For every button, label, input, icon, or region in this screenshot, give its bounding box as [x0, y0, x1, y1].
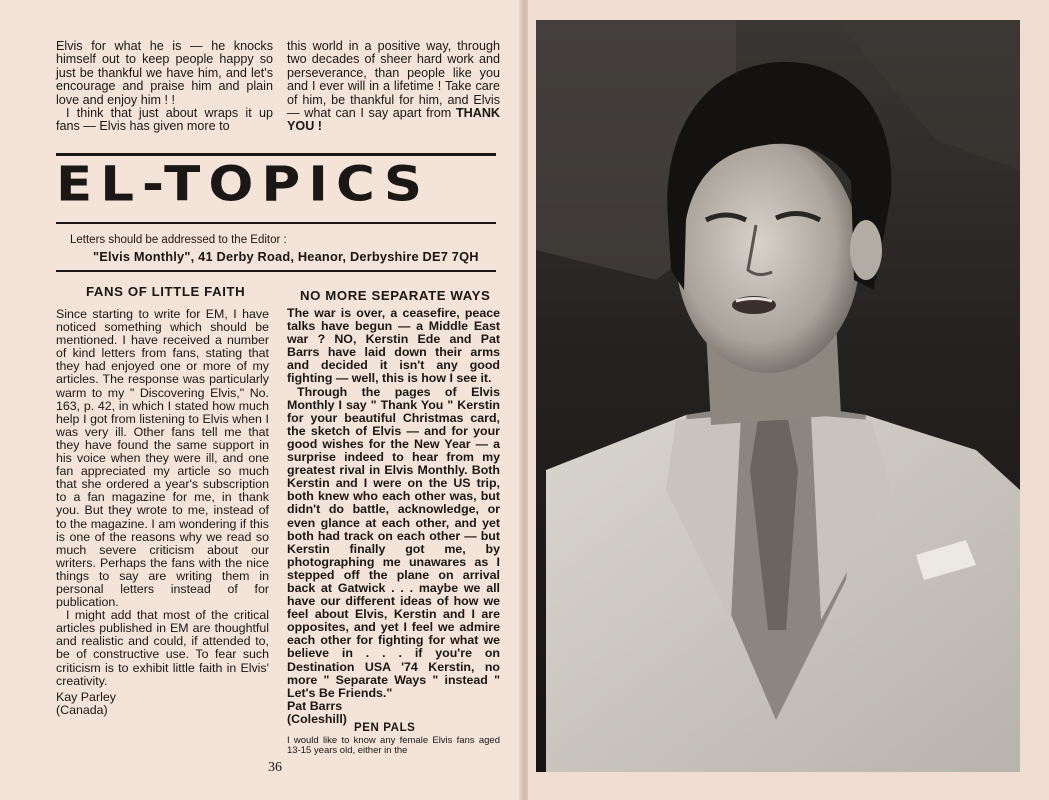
continuation-text: this world in a positive way, through two decades of sheer hard work and perseverance, than people like you and I ever will in a lifetime ! Take care of him, be thankful for him, and Elvis — what can I say apart from: [287, 39, 500, 121]
continuation-column-2: [287, 40, 500, 134]
letter-no-more-separate-ways: [287, 307, 500, 726]
pen-pals-text: I would like to know any female Elvis fans aged 13-15 years old, either in the: [287, 735, 500, 756]
page-number: 36: [268, 760, 282, 775]
letter-signature: Kay Parley: [56, 689, 116, 704]
section-masthead: EL-TOPICS: [56, 157, 431, 212]
letter-paragraph: Since starting to write for EM, I have noticed something which should be mentioned. I have received a number of kind letters from fans, stating that they had enjoyed one or more of my articles. The response was particularly warm to my " Discovering Elvis," No. 163, p. 42, in which I stated how much help I got from listening to Elvis when I was very ill. Other fans tell me that they have found the same support in his voice when they were ill, and one fan appreciated my article so much that she ordered a year's subscription to a fan magazine for me, in thank you. But they wrote to me, instead of to the magazine. I am wondering if this is one of the reasons why we read so much severe criticism about our writers. Perhaps the fans with the nice things to say are writing them in personal letters instead of for publication.: [56, 307, 269, 610]
thank-you-text: THANK YOU !: [287, 106, 501, 134]
letter-paragraph: I might add that most of the critical articles published in EM are thoughtful and realistic and could, if attended to, be of constructive use. To fear such criticism is to exhibit little faith in Elvis' creativity.: [56, 608, 269, 688]
continuation-paragraph: [287, 40, 500, 134]
letter-paragraph: The war is over, a ceasefire, peace talks have begun — a Middle East war ? NO, Kerstin Ede and Pat Barrs have laid down their arms and decided it isn't any good fighting — well, this is how I see it.: [287, 306, 500, 386]
continuation-column-1: [56, 40, 273, 134]
letter-location: (Canada): [56, 702, 108, 717]
letter-paragraph: Through the pages of Elvis Monthly I say " Thank You " Kerstin for your beautiful Christmas card, the sketch of Elvis — and for your good wishes for the New Year — a surprise indeed to hear from my greatest rival in Elvis Monthly. Both Kerstin and I were on the US trip, both knew who each other was, but didn't do battle, acknowledge, or even glance at each other, and yet both had track on each other — but Kerstin finally got me, by photographing me unawares as I stepped off the plane on arrival back at Gatwick . . . maybe we all have our different ideas of how we feel about Elvis, Kerstin and I are opposites, and yet I feel we admire each other for fighting for what we believe in . . . if you're on Destination USA '74 Kerstin, no more " Separate Ways " instead " Let's Be Friends.": [287, 384, 500, 700]
portrait-illustration: [536, 20, 1020, 772]
left-page: [0, 0, 522, 800]
address-note: Letters should be addressed to the Editor :: [70, 234, 287, 246]
address-rule: [56, 270, 496, 272]
letter-location: (Coleshill): [287, 711, 347, 726]
letter-signature: Pat Barrs: [287, 698, 343, 713]
masthead-rule-bottom: [56, 222, 496, 224]
editor-address: "Elvis Monthly", 41 Derby Road, Heanor, Derbyshire DE7 7QH: [93, 249, 479, 264]
letter-fans-of-little-faith: [56, 308, 269, 717]
masthead-rule-top: [56, 153, 496, 156]
continuation-paragraph: I think that just about wraps it up fans — Elvis has given more to: [56, 106, 273, 134]
pen-pals-heading: PEN PALS: [354, 722, 416, 734]
portrait-photo: [536, 20, 1020, 772]
letter-heading-no-more-separate-ways: NO MORE SEPARATE WAYS: [300, 288, 491, 303]
letter-heading-fans-of-little-faith: FANS OF LITTLE FAITH: [86, 284, 246, 299]
continuation-paragraph: Elvis for what he is — he knocks himself out to keep people happy so just be thankful we have him, and let's encourage and praise him and plain love and enjoy him ! !: [56, 39, 273, 107]
